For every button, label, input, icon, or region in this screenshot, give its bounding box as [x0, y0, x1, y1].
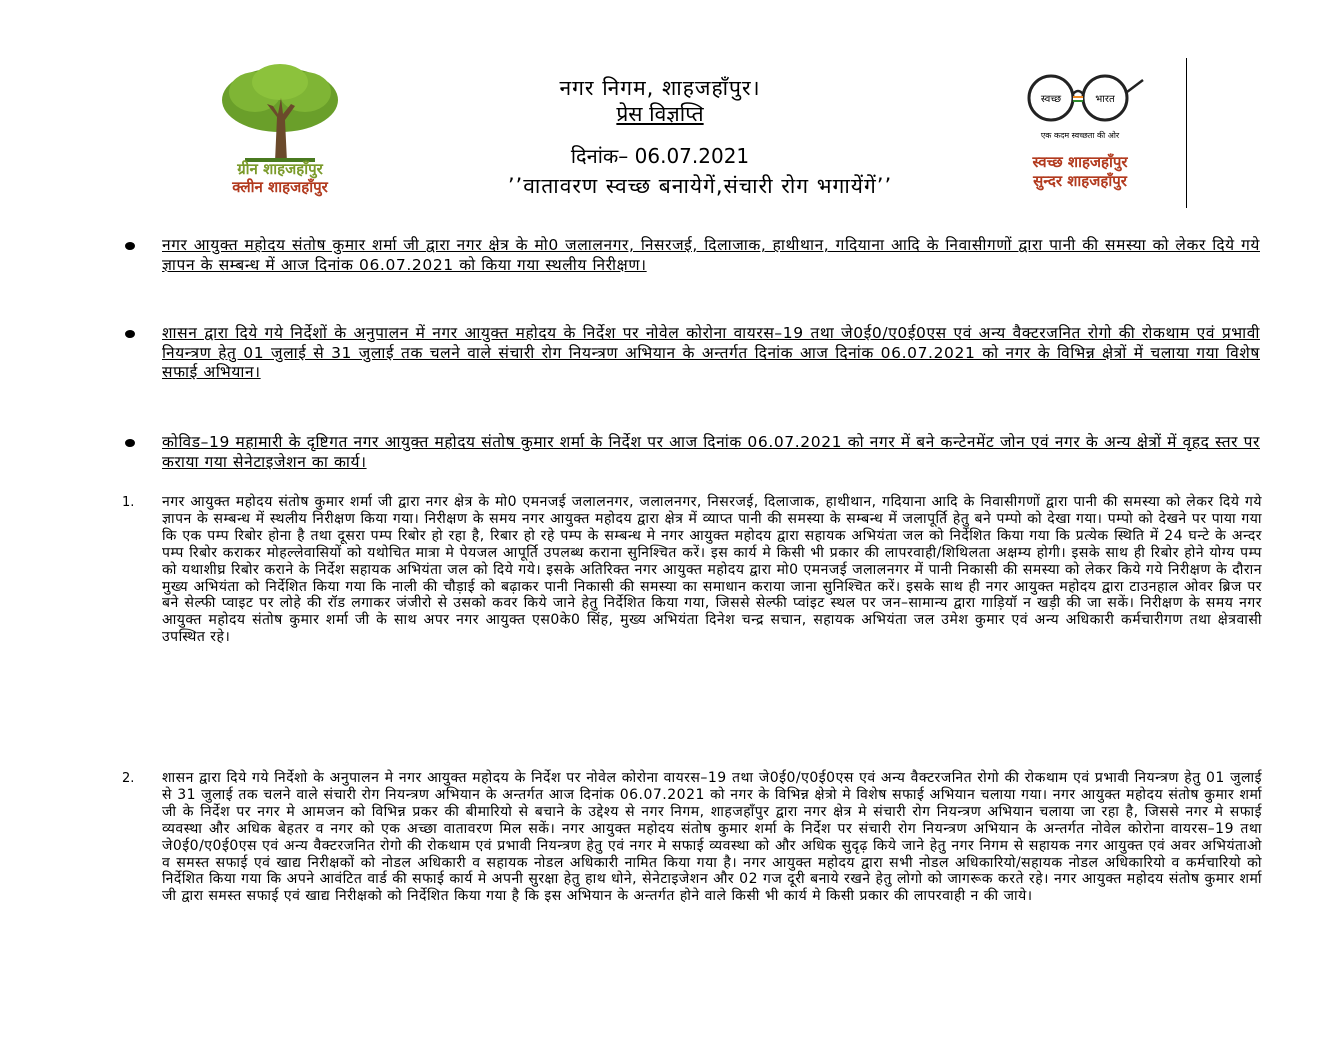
paragraph-number: 2.: [122, 771, 135, 786]
bullet-dot-icon: [125, 242, 135, 250]
logo-left-line2: क्लीन शाहजहाँपुर: [232, 178, 328, 196]
release-date: दिनांक– 06.07.2021: [570, 144, 750, 168]
logo-left-line1: ग्रीन शाहजहाँपुर: [237, 160, 323, 178]
tree-icon: [215, 62, 345, 162]
page-title: [440, 100, 880, 128]
paragraph-text: शासन द्वारा दिये गये निर्देशो के अनुपालन मे नगर आयुक्त महोदय के निर्देश पर नोवेल कोरोना वायरस–19 तथा जे0ई0/ए0ई0एस एवं अन्य वैक्टरजनित रोगो की रोकथाम एवं प्रभावी नियन्त्रण हेतु 01 जुलाई से 31 जुलाई तक चलने वाले संचारी रोग नियन्त्रण अभियान के अन्तर्गत आज दिनांक 06.07.2021 को नगर के विभिन्न क्षेत्रो मे विशेष सफाई अभियान चलाया गया। नगर आयुक्त महोदय संतोष कुमार शर्मा जी के निर्देश पर नगर मे आमजन को विभिन्न प्रकर की बीमारियो से बचाने के उद्देश्य से नगर निगम, शाहजहाँपुर द्वारा नगर क्षेत्र मे संचारी रोग नियन्त्रण अभियान चलाया जा रहा है, जिससे नगर मे सफाई व्यवस्था और अधिक बेहतर व नगर को एक अच्छा वातावरण मिल सकें। नगर आयुक्त महोदय संतोष कुमार शर्मा के निर्देश पर संचारी रोग नियन्त्रण अभियान के अन्तर्गत नोवेल कोरोना वायरस–19 तथा जे0ई0/ए0ई0एस एवं अन्य वैक्टरजनित रोगो की रोकथाम एवं प्रभावी नियन्त्रण हेतु एवं नगर मे सफाई व्यवस्था को और अधिक सुदृढ़ किये जाने हेतु नगर निगम से सहायक नगर आयुक्त एवं अवर अभियंताओ व समस्त सफाई एवं खाद्य निरीक्षकों को नोडल अधिकारी व सहायक नोडल अधिकारी नामित किया गया है। नगर आयुक्त महोदय द्वारा सभी नोडल अधिकारियो/सहायक नोडल अधिकारियो व कर्मचारियो को निर्देशित किया गया कि अपने आवंटित वार्ड की सफाई कार्य मे अपनी सुरक्षा हेतु हाथ धोने, सेनेटाइजेशन और 02 गज दूरी बनाये रखने हेतु लोगो को जागरूक करते रहे। नगर आयुक्त महोदय संतोष कुमार शर्मा जी द्वारा समस्त सफाई एवं खाद्य निरीक्षको को निर्देशित किया गया है कि इस अभियान के अन्तर्गत होने वाले किसी भी कार्य मे किसी प्रकार की लापरवाही न की जाये।: [162, 770, 1262, 905]
headline-text: नगर आयुक्त महोदय संतोष कुमार शर्मा जी द्वारा नगर क्षेत्र के मो0 जलालनगर, निसरजई, दिलाजाक, हाथीथान, गदियाना आदि के निवासीगणों द्वारा पानी की समस्या को लेकर दिये गये ज्ञापन के सम्बन्ध में आज दिनांक 06.07.2021 को किया गया स्थलीय निरीक्षण।: [162, 236, 1260, 274]
logo-tagline: एक कदम स्वच्छता की ओर: [1040, 131, 1120, 140]
paragraph-number: 1.: [122, 495, 135, 510]
logo-right-line2: सुन्दर शाहजहाँपुर: [1033, 172, 1127, 190]
bullet-dot-icon: [125, 439, 135, 447]
headline-bullet: [125, 324, 1260, 383]
header-divider: [1186, 58, 1187, 208]
paragraph-item: [122, 494, 1262, 646]
headline-text: कोविड–19 महामारी के दृष्टिगत नगर आयुक्त महोदय संतोष कुमार शर्मा के निर्देश पर आज दिनांक 06.07.2021 को नगर में बने कन्टेनमेंट जोन एवं नगर के अन्य क्षेत्रों में वृहद स्तर पर कराया गया सेनेटाइजेशन का कार्य।: [162, 433, 1260, 471]
slogan: ’’वातावरण स्वच्छ बनायेगें,संचारी रोग भगायेंगें’’: [507, 174, 893, 198]
swachh-bharat-logo: [1005, 72, 1155, 202]
paragraph-text: नगर आयुक्त महोदय संतोष कुमार शर्मा जी द्वारा नगर क्षेत्र के मो0 एमनजई जलालनगर, जलालनगर, निसरजई, दिलाजाक, हाथीथान, गदियाना आदि के निवासीगणों द्वारा पानी की समस्या को लेकर दिये गये ज्ञापन के सम्बन्ध में स्थलीय निरीक्षण किया गया। निरीक्षण के समय नगर आयुक्त महोदय द्वारा क्षेत्र में व्याप्त पानी की समस्या के सम्बन्ध में जलापूर्ति हेतु बने पम्पो को देखा गया। पम्पो को देखने पर पाया गया कि एक पम्प रिबोर होना है तथा दूसरा पम्प रिबोर हो रहा है, रिबार हो रहे पम्प के सम्बन्ध मे नगर आयुक्त महोदय द्वारा सहायक अभियंता जल को निर्देशित किया गया कि प्रत्येक स्थिति में 24 घन्टे के अन्दर पम्प रिबोर कराकर मोहल्लेवासियों को यथोचित मात्रा मे पेयजल आपूर्ति उपलब्ध कराना सुनिश्चित करें। इस कार्य मे किसी भी प्रकार की लापरवाही/शिथिलता अक्षम्य होगी। इसके साथ ही रिबोर होने योग्य पम्प को यथाशीघ्र रिबोर कराने के निर्देश सहायक अभियंता जल को दिये गये। इसके अतिरिक्त नगर आयुक्त महोदय द्वारा मो0 एमनजई जलालनगर में पानी निकासी की समस्या को लेकर किये गये निरीक्षण के दौरान मुख्य अभियंता को निर्देशित किया गया कि नाली की चौड़ाई को बढ़ाकर पानी निकासी की समस्या का समाधान कराया जाना सुनिश्चित करें। इसके साथ ही नगर आयुक्त महोदय द्वारा टाउनहाल ओवर ब्रिज पर बने सेल्फी प्वाइट पर लोहे की रॉड लगाकर जंजीरो से उसको कवर किये जाने हेतु निर्देशित किया गया, जिससे सेल्फी प्वांइट स्थल पर जन–सामान्य द्वारा गाड़ियॉ न खड़ी की जा सकें। निरीक्षण के समय नगर आयुक्त महोदय संतोष कुमार शर्मा जी के साथ अपर नगर आयुक्त एस0के0 सिंह, मुख्य अभियंता दिनेश चन्द्र सचान, सहायक अभियंता जल उमेश कुमार एवं अन्य अधिकारी कर्मचारीगण तथा क्षेत्रवासी उपस्थित रहे।: [162, 494, 1262, 646]
headline-bullet: [125, 236, 1260, 275]
glasses-right-text: भारत: [1095, 94, 1115, 105]
gandhi-glasses-icon: [1015, 72, 1145, 127]
green-shahjahanpur-logo: [205, 62, 355, 202]
bullet-dot-icon: [125, 330, 135, 338]
press-release-title: प्रेस विज्ञप्ति: [616, 102, 704, 126]
paragraph-item: [122, 770, 1262, 905]
headline-text: शासन द्वारा दिये गये निर्देशों के अनुपालन में नगर आयुक्त महोदय के निर्देश पर नोवेल कोरोना वायरस–19 तथा जे0ई0/ए0ई0एस एवं अन्य वैक्टरजनित रोगो की रोकथाम एवं प्रभावी नियन्त्रण हेतु 01 जुलाई से 31 जुलाई तक चलने वाले संचारी रोग नियन्त्रण अभियान के अन्तर्गत दिनांक आज दिनांक 06.07.2021 को नगर के विभिन्न क्षेत्रों में चलाया गया विशेष सफाई अभियान।: [162, 324, 1260, 381]
glasses-left-text: स्वच्छ: [1040, 94, 1062, 105]
org-name: नगर निगम, शाहजहाँपुर।: [559, 76, 761, 100]
headline-bullet: [125, 433, 1260, 472]
logo-right-line1: स्वच्छ शाहजहाँपुर: [1032, 153, 1128, 171]
